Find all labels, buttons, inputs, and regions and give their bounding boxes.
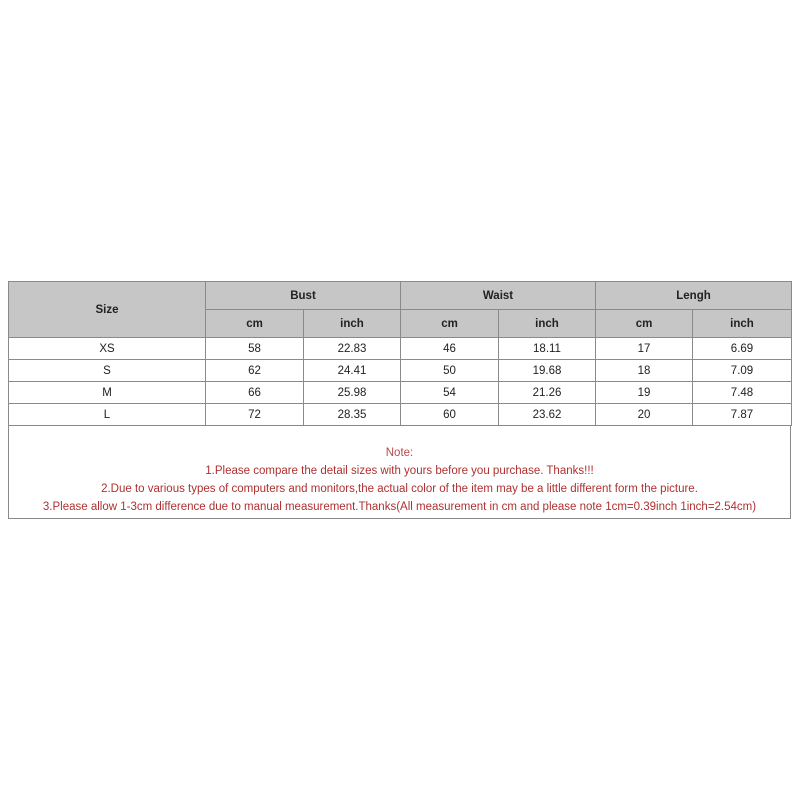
size-table xyxy=(8,281,792,426)
waist-cm-cell: 54 xyxy=(401,382,499,404)
waist-cm-cell: 46 xyxy=(401,338,499,360)
size-chart xyxy=(8,281,791,519)
size-header: Size xyxy=(9,282,206,338)
bust-cm-header: cm xyxy=(206,310,304,338)
size-cell: L xyxy=(9,404,206,426)
length-cm-header: cm xyxy=(596,310,693,338)
waist-inch-cell: 19.68 xyxy=(499,360,596,382)
notes-box xyxy=(8,426,791,519)
bust-inch-header: inch xyxy=(304,310,401,338)
header-row-groups xyxy=(9,282,792,310)
bust-cm-cell: 72 xyxy=(206,404,304,426)
bust-inch-cell: 22.83 xyxy=(304,338,401,360)
table-row xyxy=(9,338,792,360)
bust-inch-cell: 24.41 xyxy=(304,360,401,382)
waist-inch-cell: 23.62 xyxy=(499,404,596,426)
note-line-1: 1.Please compare the detail sizes with yours before you purchase. Thanks!!! xyxy=(205,465,594,477)
bust-cm-cell: 62 xyxy=(206,360,304,382)
note-title: Note: xyxy=(385,447,414,459)
table-row xyxy=(9,404,792,426)
size-cell: M xyxy=(9,382,206,404)
bust-inch-cell: 28.35 xyxy=(304,404,401,426)
note-line-3: 3.Please allow 1-3cm difference due to manual measurement.Thanks(All measurement in cm and please note 1cm=0.39inch 1inch=2.54cm) xyxy=(42,501,757,513)
bust-cm-cell: 66 xyxy=(206,382,304,404)
waist-inch-cell: 18.11 xyxy=(499,338,596,360)
bust-header: Bust xyxy=(206,282,401,310)
size-cell: XS xyxy=(9,338,206,360)
waist-inch-cell: 21.26 xyxy=(499,382,596,404)
bust-cm-cell: 58 xyxy=(206,338,304,360)
length-header: Lengh xyxy=(596,282,792,310)
length-cm-cell: 19 xyxy=(596,382,693,404)
length-inch-cell: 6.69 xyxy=(693,338,792,360)
table-row xyxy=(9,360,792,382)
length-inch-cell: 7.09 xyxy=(693,360,792,382)
length-inch-cell: 7.87 xyxy=(693,404,792,426)
waist-cm-header: cm xyxy=(401,310,499,338)
length-inch-header: inch xyxy=(693,310,792,338)
table-row xyxy=(9,382,792,404)
length-cm-cell: 17 xyxy=(596,338,693,360)
waist-header: Waist xyxy=(401,282,596,310)
length-inch-cell: 7.48 xyxy=(693,382,792,404)
length-cm-cell: 20 xyxy=(596,404,693,426)
length-cm-cell: 18 xyxy=(596,360,693,382)
waist-cm-cell: 60 xyxy=(401,404,499,426)
bust-inch-cell: 25.98 xyxy=(304,382,401,404)
waist-inch-header: inch xyxy=(499,310,596,338)
size-cell: S xyxy=(9,360,206,382)
waist-cm-cell: 50 xyxy=(401,360,499,382)
note-line-2: 2.Due to various types of computers and monitors,the actual color of the item may be a little different form the picture. xyxy=(101,483,698,495)
